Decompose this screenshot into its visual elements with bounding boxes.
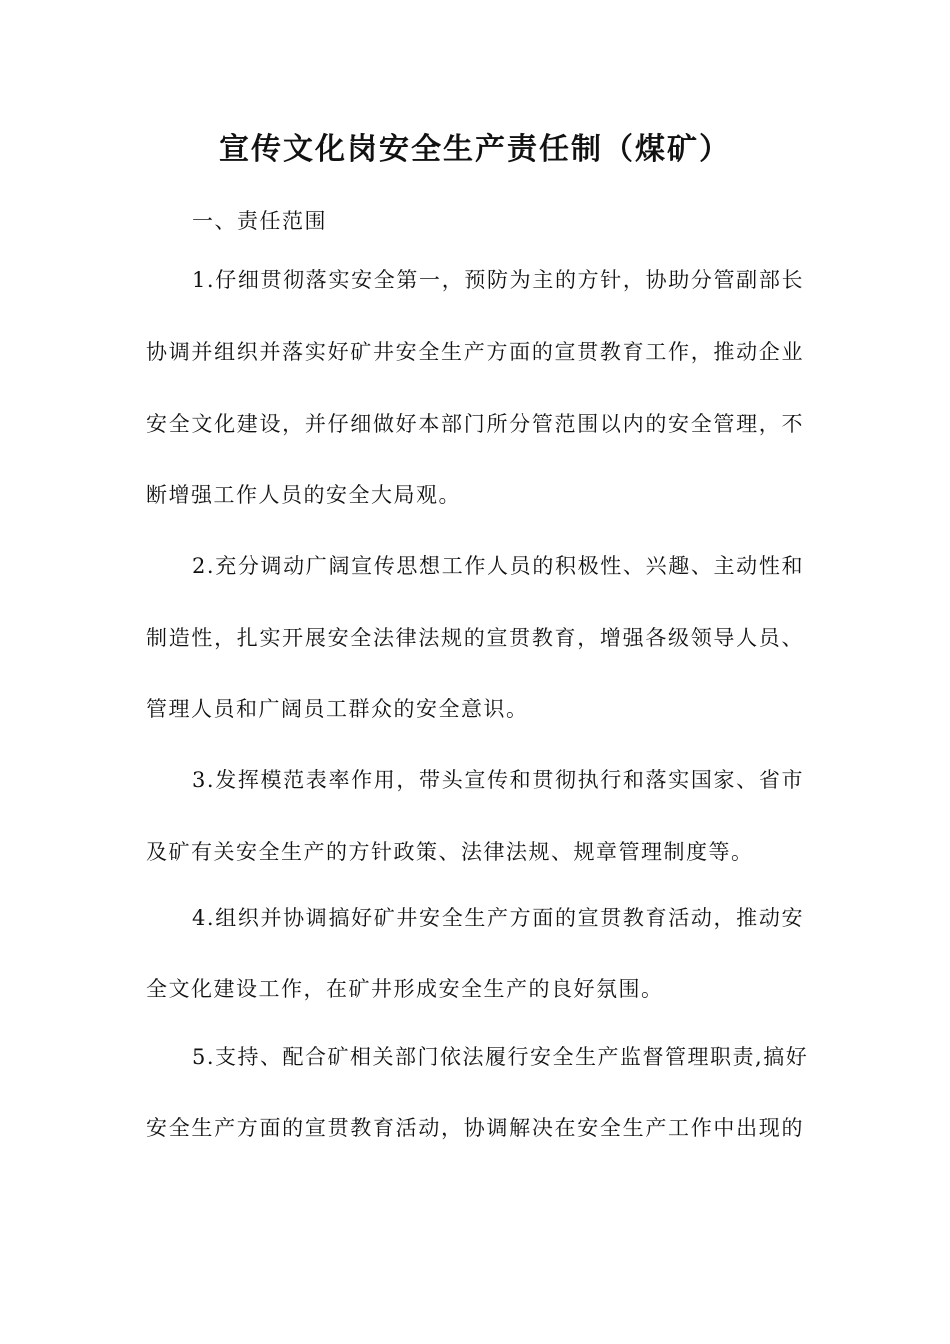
section-heading: 一、责任范围: [192, 209, 327, 233]
paragraph-line: 1.仔细贯彻落实安全第一，预防为主的方针，协助分管副部长: [192, 268, 804, 292]
paragraph-line: 断增强工作人员的安全大局观。: [146, 483, 461, 507]
paragraph-line: 4.组织并协调搞好矿井安全生产方面的宣贯教育活动，推动安: [192, 906, 804, 930]
paragraph-line: 5.支持、配合矿相关部门依法履行安全生产监督管理职责,搞好: [192, 1045, 809, 1069]
paragraph-line: 安全生产方面的宣贯教育活动，协调解决在安全生产工作中出现的: [146, 1116, 804, 1140]
paragraph-line: 管理人员和广阔员工群众的安全意识。: [146, 697, 529, 721]
paragraph-line: 安全文化建设，并仔细做好本部门所分管范围以内的安全管理，不: [146, 412, 804, 436]
paragraph-line: 2.充分调动广阔宣传思想工作人员的积极性、兴趣、主动性和: [192, 554, 804, 578]
paragraph-line: 3.发挥模范表率作用，带头宣传和贯彻执行和落实国家、省市: [192, 768, 804, 792]
paragraph-line: 协调并组织并落实好矿井安全生产方面的宣贯教育工作，推动企业: [146, 340, 804, 364]
document-title: 宣传文化岗安全生产责任制（煤矿）: [219, 132, 731, 167]
paragraph-line: 全文化建设工作，在矿井形成安全生产的良好氛围。: [146, 977, 664, 1001]
paragraph-line: 及矿有关安全生产的方针政策、法律法规、规章管理制度等。: [146, 840, 754, 864]
paragraph-line: 制造性，扎实开展安全法律法规的宣贯教育，增强各级领导人员、: [146, 626, 804, 650]
